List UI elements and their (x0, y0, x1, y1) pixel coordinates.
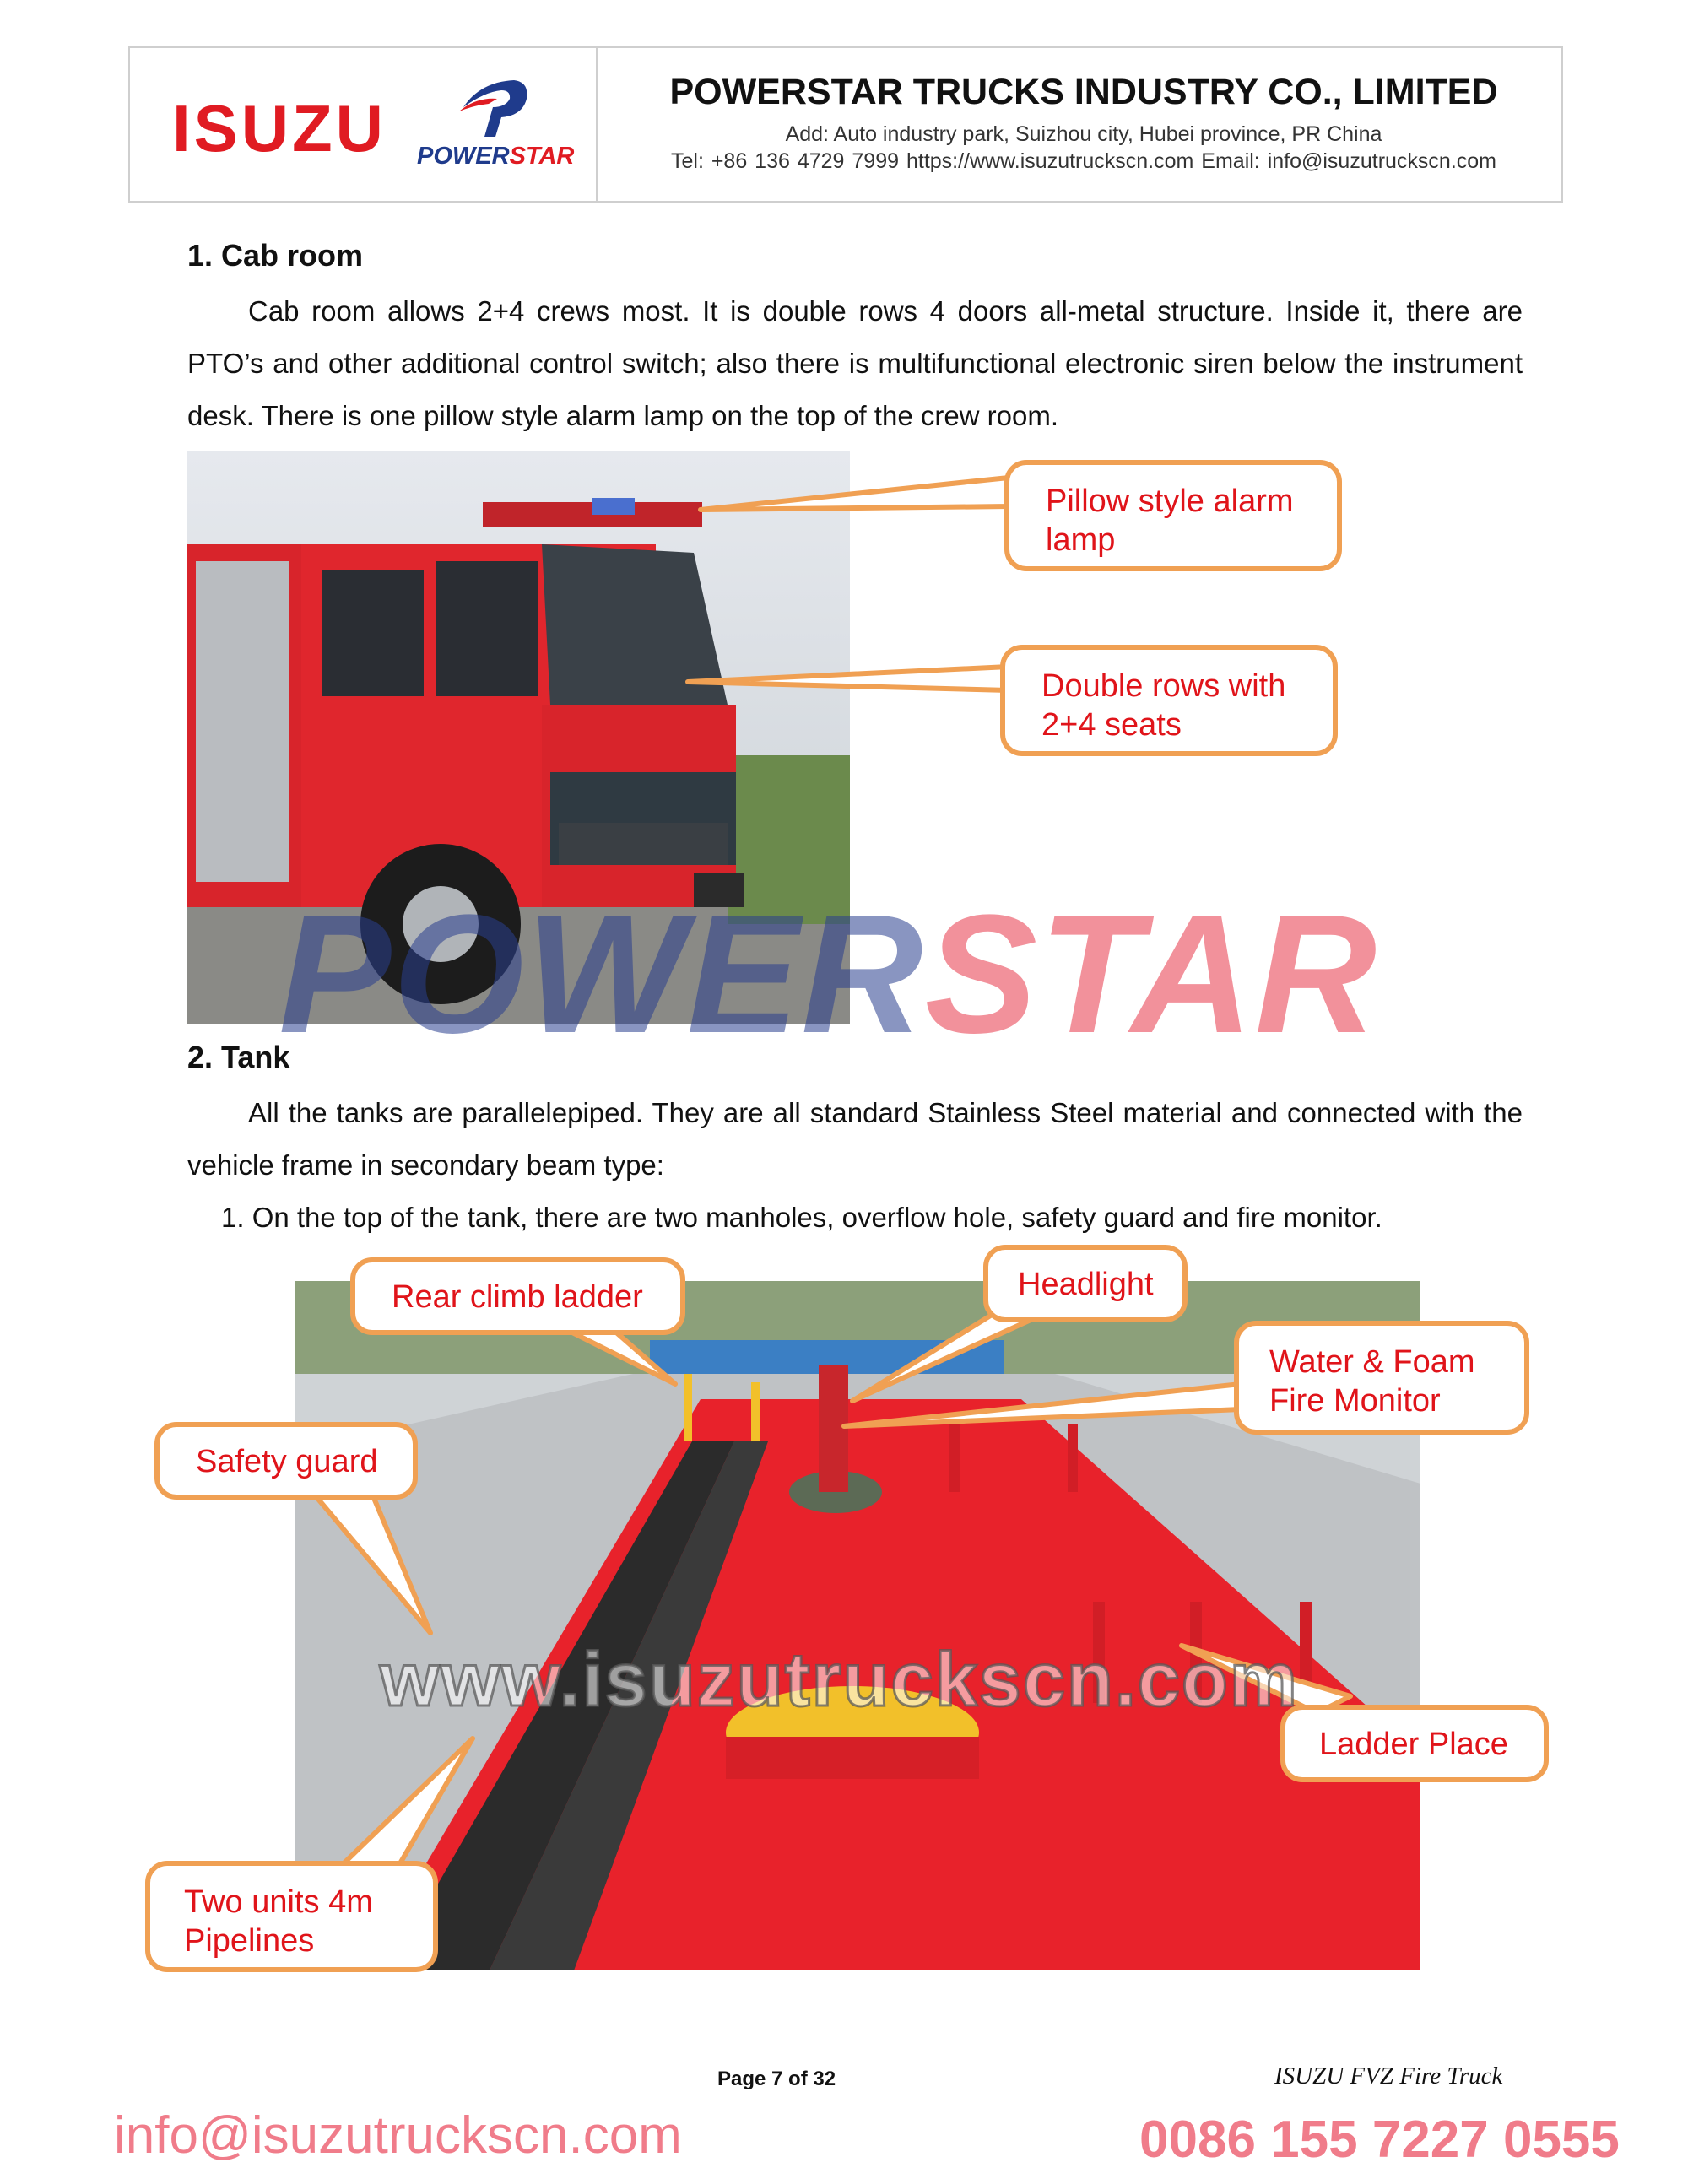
company-contact: Tel: +86 136 4729 7999 https://www.isuzutruckscn.com Email: info@isuzutruckscn.com (670, 149, 1496, 173)
callout-two-units-pipelines: Two units 4m Pipelines (145, 1861, 438, 1972)
callout-ladder-place: Ladder Place (1280, 1705, 1549, 1782)
powerstar-watermark: POWERSTAR (279, 880, 1379, 1068)
company-name: POWERSTAR TRUCKS INDUSTRY CO., LIMITED (669, 72, 1498, 112)
callout-headlight: Headlight (983, 1245, 1188, 1322)
website-watermark: www.isuzutruckscn.com (380, 1638, 1299, 1722)
page-number: Page 7 of 32 (717, 2068, 836, 2090)
callout-alarm-lamp: Pillow style alarm lamp (1004, 460, 1342, 571)
footer-email: info@isuzutruckscn.com (114, 2106, 682, 2165)
document-title: ISUZU FVZ Fire Truck (1274, 2062, 1503, 2089)
callout-safety-guard: Safety guard (154, 1422, 418, 1500)
section-heading-cab-room: 1. Cab room (187, 238, 364, 273)
callout-rear-climb-ladder: Rear climb ladder (350, 1257, 685, 1335)
callout-double-rows-seats: Double rows with 2+4 seats (1000, 645, 1338, 756)
tank-paragraph: All the tanks are parallelepiped. They are all standard Stainless Steel material and connected with the vehicle frame in secondary beam type: (187, 1097, 1523, 1181)
footer-phone: 0086 155 7227 0555 (1139, 2111, 1620, 2169)
section-heading-tank: 2. Tank (187, 1040, 290, 1074)
tank-list-item: 1. On the top of the tank, there are two manholes, overflow hole, safety guard and fire monitor. (221, 1202, 1382, 1233)
company-address: Add: Auto industry park, Suizhou city, Hubei province, PR China (785, 122, 1382, 146)
cab-room-paragraph: Cab room allows 2+4 crews most. It is double rows 4 doors all-metal structure. Inside it, there are PTO’s and other additional control switch; also there is multifunctional electronic siren below the instrument desk. There is one pillow style alarm lamp on the top of the crew room. (187, 295, 1523, 431)
isuzu-logo: ISUZU (172, 91, 387, 165)
callout-water-foam-fire-monitor: Water & Foam Fire Monitor (1234, 1321, 1529, 1435)
powerstar-wordmark: POWERSTAR (417, 143, 575, 170)
